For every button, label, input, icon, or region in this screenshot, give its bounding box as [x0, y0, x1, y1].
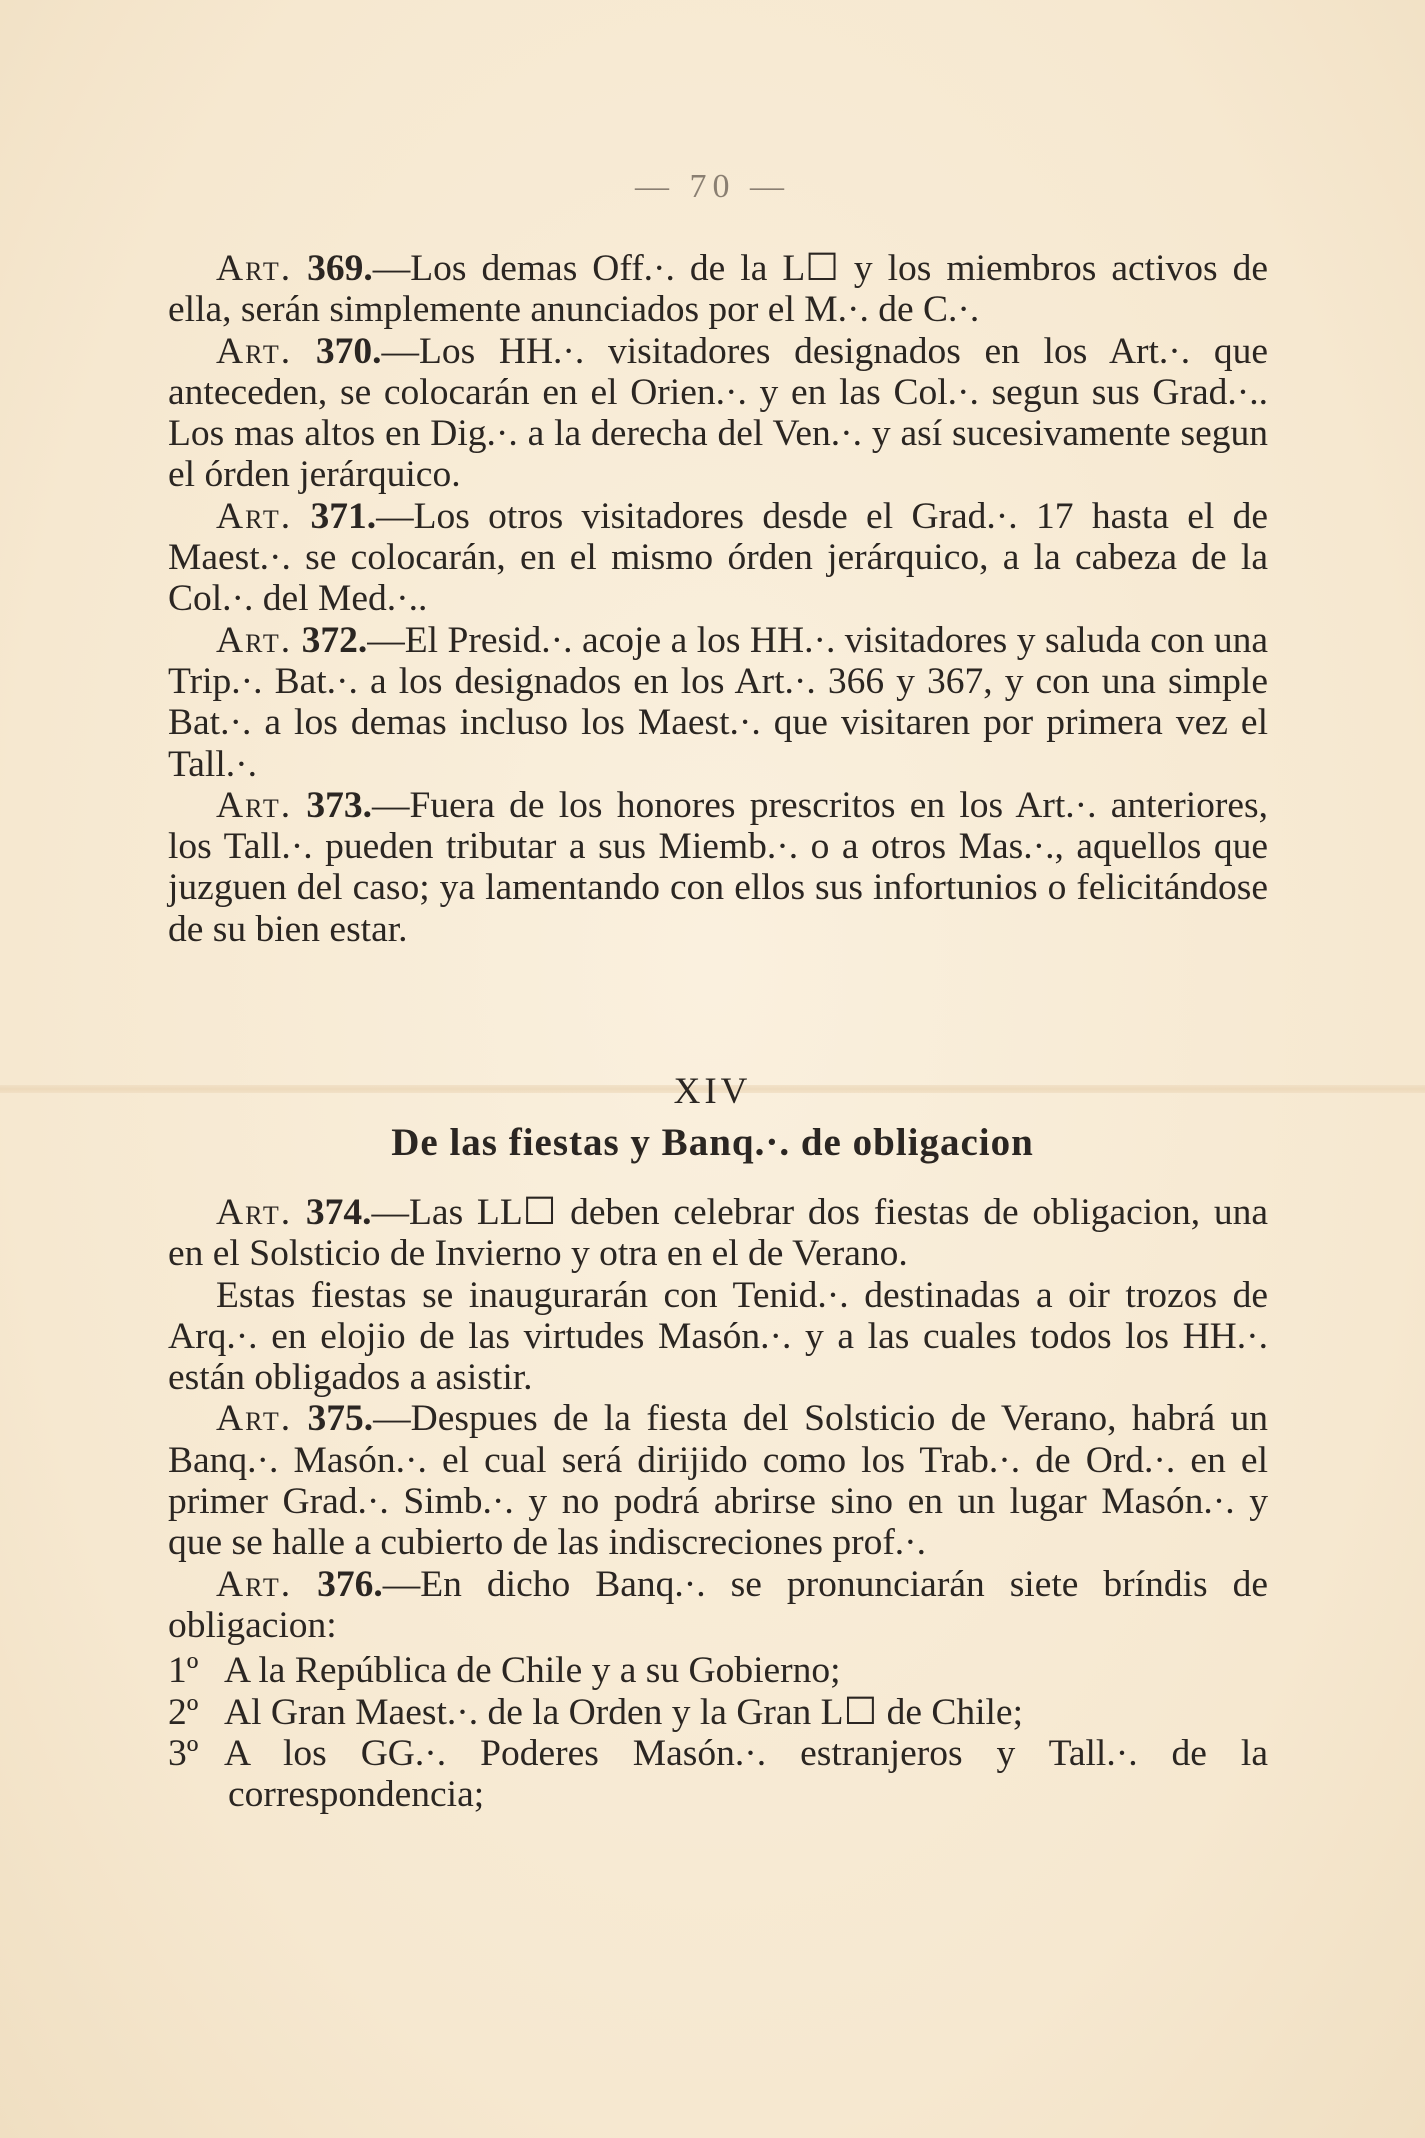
articles-block-2: [168, 1192, 1268, 1815]
article-text: —Fuera de los honores prescritos en los Art.·. anteriores, los Tall.·. pueden tributar a sus Miemb.·. o a otros Mas.·., aquellos que juzguen del caso; ya lamentando con ellos sus infortunios o felicitándose de su bien estar.: [168, 784, 1268, 950]
article-text: —Los otros visitadores desde el Grad.·. 17 hasta el de Maest.·. se colocarán, en el mismo órden jerárquico, a la cabeza de la Col.·. del Med.·..: [168, 495, 1269, 620]
list-ordinal: 3º: [168, 1732, 199, 1774]
article-371: [168, 496, 1268, 620]
article-number: 371.: [310, 495, 377, 537]
articles-block-1: [168, 248, 1268, 950]
article-373: [168, 785, 1268, 950]
article-text: —Los HH.·. visitadores designados en los Art.·. que anteceden, se colocarán en el Orien.·. y en las Col.·. segun sus Grad.·.. Los mas altos en Dig.·. a la derecha del Ven.·. y así sucesivamente segun el órden jerárquico.: [168, 330, 1269, 496]
article-number: 376.: [317, 1563, 383, 1605]
art-label: Art.: [216, 1192, 293, 1233]
article-372: [168, 620, 1268, 785]
article-text: —El Presid.·. acoje a los HH.·. visitadores y saluda con una Trip.·. Bat.·. a los designados en los Art.·. 366 y 367, y con una simple Bat.·. a los demas incluso los Maest.·. que visitaren por primera vez el Tall.·.: [168, 619, 1269, 785]
article-375: [168, 1398, 1268, 1563]
art-label: Art.: [216, 619, 293, 661]
paragraph-fiestas: Estas fiestas se inaugurarán con Tenid.·. destinadas a oir trozos de Arq.·. en elojio de las virtudes Masón.·. y a las cuales todos los HH.·. están obligados a asistir.: [168, 1274, 1268, 1399]
section-title: De las fiestas y Banq.·. de obligacion: [391, 1121, 1034, 1164]
list-text: A la República de Chile y a su Gobierno;: [224, 1650, 841, 1692]
article-number: 373.: [306, 784, 372, 826]
list-ordinal: 1º: [168, 1650, 199, 1692]
article-number: 372.: [301, 619, 368, 661]
article-number: 370.: [315, 330, 382, 372]
article-text: —Los demas Off.·. de la L☐ y los miembros activos de ella, serán simplemente anunciados por el M.·. de C.·.: [168, 248, 1268, 331]
art-label: Art.: [216, 784, 293, 826]
toast-list: [168, 1650, 1268, 1815]
list-item: [168, 1692, 1268, 1733]
article-text: —Las LL☐ deben celebrar dos fiestas de obligacion, una en el Solsticio de Invierno y otra en el de Verano.: [168, 1192, 1268, 1275]
article-number: 369.: [307, 248, 373, 289]
article-text: —Despues de la fiesta del Solsticio de Verano, habrá un Banq.·. Masón.·. el cual será dirijido como los Trab.·. de Ord.·. en el primer Grad.·. Simb.·. y no podrá abrirse sino en un lugar Masón.·. y que se halle a cubierto de las indiscreciones prof.·.: [168, 1398, 1269, 1564]
list-text: Al Gran Maest.·. de la Orden y la Gran L☐ de Chile;: [224, 1691, 1023, 1733]
art-label: Art.: [216, 330, 293, 372]
section-number: XIV: [673, 1071, 752, 1112]
art-label: Art.: [216, 1398, 293, 1440]
art-label: Art.: [216, 1563, 293, 1605]
article-370: [168, 331, 1268, 496]
article-376: [168, 1564, 1268, 1647]
list-item: [168, 1733, 1268, 1816]
article-number: 375.: [307, 1398, 374, 1440]
article-374: [168, 1192, 1268, 1275]
art-label: Art.: [216, 495, 293, 537]
article-369: [168, 248, 1268, 331]
art-label: Art.: [216, 248, 293, 289]
list-text: A los GG.·. Poderes Masón.·. estranjeros y Tall.·. de la correspondencia;: [224, 1732, 1268, 1816]
article-number: 374.: [305, 1192, 372, 1233]
article-text: —En dicho Banq.·. se pronunciarán siete bríndis de obligacion:: [168, 1563, 1269, 1646]
page-number: — 70 —: [635, 168, 790, 205]
list-item: [168, 1650, 1268, 1691]
list-ordinal: 2º: [168, 1691, 199, 1733]
